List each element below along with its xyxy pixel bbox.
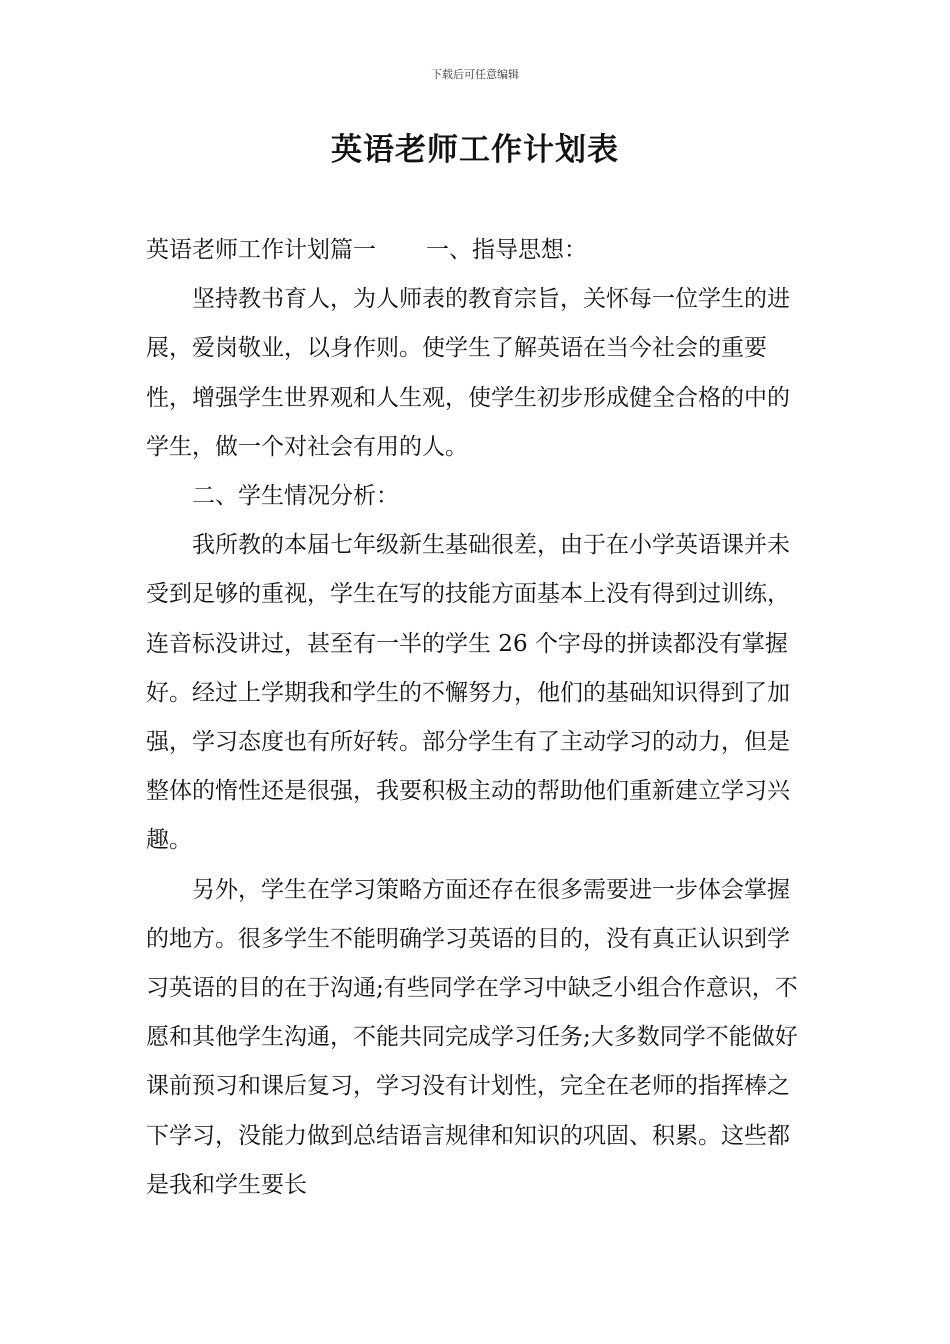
paragraph-student-analysis: 我所教的本届七年级新生基础很差，由于在小学英语课并未受到足够的重视，学生在写的技能方面基本上没有得到过训练，连音标没讲过，甚至有一半的学生 26 个字母的拼读都没有掌握好。经过上学期我和学生的不懈努力，他们的基础知识得到了加强，学习态度也有所好转。部分学生有了主动学习的动力，但是整体的惰性还是很强，我要积极主动的帮助他们重新建立学习兴趣。 [146,532,790,854]
section-heading-2: 二、学生情况分析： [192,483,399,510]
paragraph-guiding-idea: 坚持教书育人，为人师表的教育宗旨，关怀每一位学生的进展，爱岗敬业，以身作则。使学生了解英语在当今社会的重要性，增强学生世界观和人生观，使学生初步形成健全合格的中的学生，做一个对社会有用的人。 [146,286,790,460]
document-title: 英语老师工作计划表 [331,132,619,168]
intro-line [146,226,810,275]
section-heading-1: 一、指导思想： [426,237,587,263]
article-label: 英语老师工作计划篇一 [146,237,376,263]
paragraph-learning-strategies: 另外，学生在学习策略方面还存在很多需要进一步体会掌握的地方。很多学生不能明确学习英语的目的，没有真正认识到学习英语的目的在于沟通;有些同学在学习中缺乏小组合作意识，不愿和其他学生沟通，不能共同完成学习任务;大多数同学不能做好课前预习和课后复习，学习没有计划性，完全在老师的指挥棒之下学习，没能力做到总结语言规律和知识的巩固、积累。这些都是我和学生要长 [146,876,798,1198]
document-body [146,226,810,1210]
header-note: 下载后可任意编辑 [431,68,519,81]
